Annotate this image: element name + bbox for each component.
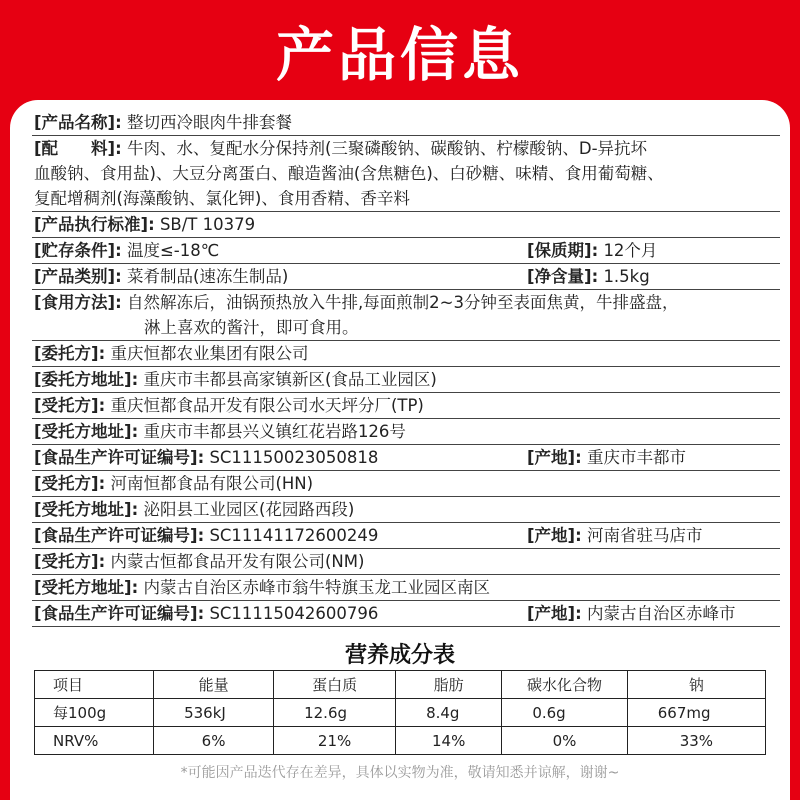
shelf-life-label: [保质期]: [527, 241, 599, 260]
nutrition-cell: NRV% [35, 727, 154, 755]
manufacturer-3-origin-value: 内蒙古自治区赤峰市 [586, 604, 736, 623]
nutrition-cell: 33% [627, 727, 765, 755]
nutrition-cell: 0.6g [502, 699, 627, 727]
client-address-label: [委托方地址]: [34, 370, 139, 389]
manufacturer-3-value: 内蒙古恒都食品开发有限公司(NM) [110, 552, 365, 571]
manufacturer-1-origin-label: [产地]: [527, 448, 582, 467]
nutrition-header-cell: 项目 [35, 671, 154, 699]
disclaimer-note: *可能因产品迭代存在差异，具体以实物为准，敬请知悉并谅解，谢谢~ [180, 765, 620, 781]
manufacturer-2-label: [受托方]: [34, 474, 106, 493]
manufacturer-3-license-value: SC11115042600796 [209, 604, 379, 623]
manufacturer-1-license-value: SC11150023050818 [209, 448, 379, 467]
storage-label: [贮存条件]: [34, 241, 122, 260]
nutrition-row-nrv [35, 727, 766, 755]
usage-row [32, 290, 780, 341]
manufacturer-3-address-row [32, 575, 780, 601]
nutrition-cell: 14% [396, 727, 502, 755]
nutrition-header-cell: 钠 [627, 671, 765, 699]
manufacturer-1-origin-value: 重庆市丰都市 [586, 448, 686, 467]
category-label: [产品类别]: [34, 267, 122, 286]
nutrition-cell: 667mg [627, 699, 765, 727]
nutrition-cell: 8.4g [396, 699, 502, 727]
manufacturer-2-address-label: [受托方地址]: [34, 500, 139, 519]
nutrition-header-cell: 碳水化合物 [502, 671, 627, 699]
manufacturer-2-row [32, 471, 780, 497]
category-row [32, 264, 780, 290]
client-row [32, 341, 780, 367]
nutrition-cell: 6% [154, 727, 274, 755]
product-name-label: [产品名称]: [34, 113, 122, 132]
ingredients-value-1: 牛肉、水、复配水分保持剂(三聚磷酸钠、碳酸钠、柠檬酸钠、D-异抗坏 [126, 139, 648, 158]
ingredients-value-2: 血酸钠、食用盐)、大豆分离蛋白、酿造酱油(含焦糖色)、白砂糖、味精、食用葡萄糖、 [34, 164, 664, 183]
storage-row [32, 238, 780, 264]
nutrition-cell: 每100g [35, 699, 154, 727]
ingredients-value-3: 复配增稠剂(海藻酸钠、氯化钾)、食用香精、香辛料 [34, 189, 410, 208]
manufacturer-2-address-value: 泌阳县工业园区(花园路西段) [143, 500, 355, 519]
manufacturer-1-value: 重庆恒都食品开发有限公司水天坪分厂(TP) [110, 396, 424, 415]
ingredients-row [32, 136, 780, 212]
client-label: [委托方]: [34, 344, 106, 363]
manufacturer-3-address-label: [受托方地址]: [34, 578, 139, 597]
product-info [32, 110, 780, 627]
manufacturer-1-license-label: [食品生产许可证编号]: [34, 448, 205, 467]
category-value: 菜肴制品(速冻生制品) [126, 267, 289, 286]
manufacturer-3-origin-label: [产地]: [527, 604, 582, 623]
manufacturer-1-license-row [32, 445, 780, 471]
product-name-value: 整切西冷眼肉牛排套餐 [126, 113, 292, 132]
manufacturer-3-address-value: 内蒙古自治区赤峰市翁牛特旗玉龙工业园区南区 [143, 578, 490, 597]
nutrition-cell: 536kJ [154, 699, 274, 727]
nutrition-row-per100g [35, 699, 766, 727]
manufacturer-1-address-value: 重庆市丰都县兴义镇红花岩路126号 [143, 422, 406, 441]
nutrition-title: 营养成分表 [344, 643, 455, 668]
manufacturer-2-address-row [32, 497, 780, 523]
shelf-life-value: 12个月 [603, 241, 658, 260]
standard-row [32, 212, 780, 238]
manufacturer-1-label: [受托方]: [34, 396, 106, 415]
manufacturer-3-label: [受托方]: [34, 552, 106, 571]
client-address-row [32, 367, 780, 393]
nutrition-header-cell: 脂肪 [396, 671, 502, 699]
manufacturer-2-license-label: [食品生产许可证编号]: [34, 526, 205, 545]
net-content-value: 1.5kg [603, 267, 650, 286]
usage-value-2: 淋上喜欢的酱汁，即可食用。 [144, 318, 359, 337]
manufacturer-1-address-label: [受托方地址]: [34, 422, 139, 441]
storage-value: 温度≤-18℃ [126, 241, 220, 260]
nutrition-table [34, 670, 766, 755]
client-value: 重庆恒都农业集团有限公司 [110, 344, 309, 363]
page-title: 产品信息 [275, 21, 524, 89]
manufacturer-1-address-row [32, 419, 780, 445]
manufacturer-1-row [32, 393, 780, 419]
header-banner [0, 0, 800, 100]
nutrition-header-cell: 能量 [154, 671, 274, 699]
standard-label: [产品执行标准]: [34, 215, 155, 234]
manufacturer-2-license-row [32, 523, 780, 549]
net-content-label: [净含量]: [527, 267, 599, 286]
manufacturer-2-origin-value: 河南省驻马店市 [586, 526, 703, 545]
product-name-row [32, 110, 780, 136]
manufacturer-2-license-value: SC11141172600249 [209, 526, 379, 545]
standard-value: SB/T 10379 [159, 215, 256, 234]
manufacturer-3-license-row [32, 601, 780, 627]
nutrition-cell: 0% [502, 727, 627, 755]
nutrition-header-cell: 蛋白质 [274, 671, 396, 699]
nutrition-cell: 12.6g [274, 699, 396, 727]
usage-label: [食用方法]: [34, 293, 122, 312]
manufacturer-3-row [32, 549, 780, 575]
info-card [10, 100, 790, 800]
client-address-value: 重庆市丰都县高家镇新区(食品工业园区) [143, 370, 437, 389]
nutrition-header-row [35, 671, 766, 699]
manufacturer-2-value: 河南恒都食品有限公司(HN) [110, 474, 314, 493]
nutrition-cell: 21% [274, 727, 396, 755]
usage-value-1: 自然解冻后，油锅预热放入牛排,每面煎制2~3分钟至表面焦黄，牛排盛盘， [126, 293, 679, 312]
manufacturer-2-origin-label: [产地]: [527, 526, 582, 545]
ingredients-label: [配 料]: [34, 139, 122, 158]
manufacturer-3-license-label: [食品生产许可证编号]: [34, 604, 205, 623]
